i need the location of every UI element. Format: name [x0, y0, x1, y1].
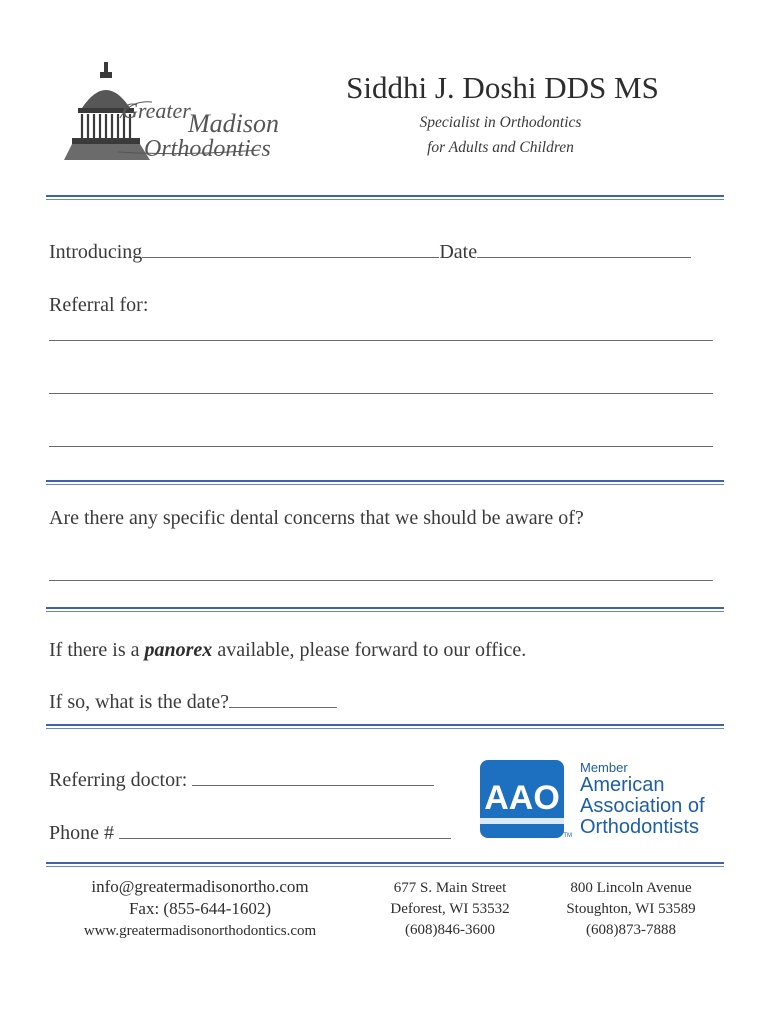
concerns-line[interactable] [49, 580, 713, 581]
phone-label: Phone # [49, 822, 114, 844]
referral-line-3[interactable] [49, 446, 713, 447]
aao-mark-text: AAO [484, 779, 560, 817]
capitol-dome-icon [60, 60, 290, 170]
referral-line-1[interactable] [49, 340, 713, 341]
footer-divider [46, 862, 724, 867]
date-label: Date [439, 241, 478, 263]
concerns-question: Are there any specific dental concerns that we should be aware of? [49, 507, 584, 529]
referral-label: Referral for: [49, 294, 149, 316]
panorex-suffix: available, please forward to our office. [212, 639, 527, 661]
introducing-field[interactable] [142, 241, 439, 258]
panorex-date-label: If so, what is the date? [49, 691, 229, 713]
practice-logo [60, 60, 290, 170]
office1-street: 677 S. Main Street [393, 880, 507, 896]
aao-line-1: American [580, 774, 665, 796]
svg-text:TM: TM [563, 833, 572, 839]
specialty-tagline: Specialist in Orthodontics [419, 114, 582, 131]
svg-text:Greater: Greater [122, 98, 191, 123]
office1-phone: (608)846-3600 [405, 922, 495, 938]
phone-field[interactable] [119, 822, 451, 839]
footer-website[interactable]: www.greatermadisonorthodontics.com [83, 923, 317, 939]
date-field[interactable] [477, 241, 691, 258]
aao-member-label: Member [580, 760, 628, 775]
header-divider [46, 195, 724, 200]
office1-city: Deforest, WI 53532 [390, 901, 510, 917]
referring-doctor-label: Referring doctor: [49, 769, 188, 791]
office2-city: Stoughton, WI 53589 [566, 901, 696, 917]
panorex-word: panorex [144, 639, 213, 661]
section-divider-1 [46, 480, 724, 485]
introducing-row [49, 241, 691, 264]
aao-wordmark [580, 760, 705, 838]
aao-badge-icon [480, 760, 575, 840]
section-divider-2 [46, 607, 724, 612]
footer-office-deforest [370, 878, 530, 941]
aao-logo-mark [480, 760, 575, 840]
office2-street: 800 Lincoln Avenue [570, 880, 692, 896]
svg-text:Madison: Madison [188, 109, 279, 138]
introducing-label: Introducing [49, 241, 143, 263]
aao-line-3: Orthodontists [580, 816, 699, 838]
panorex-prefix: If there is a [49, 639, 145, 661]
footer-office-stoughton [548, 878, 714, 941]
audience-tagline: for Adults and Children [427, 139, 574, 156]
footer-email[interactable]: info@greatermadisonortho.com [91, 877, 309, 896]
aao-line-2: Association of [580, 795, 705, 817]
panorex-sentence [49, 639, 526, 662]
footer-fax: Fax: (855-644-1602) [128, 899, 272, 918]
referring-doctor-field[interactable] [192, 769, 434, 786]
section-divider-3 [46, 724, 724, 729]
doctor-name: Siddhi J. Doshi DDS MS [346, 70, 659, 105]
panorex-date-row [49, 691, 337, 714]
panorex-date-field[interactable] [229, 691, 337, 708]
svg-text:Orthodontics: Orthodontics [144, 136, 271, 162]
referring-doctor-row [49, 769, 434, 792]
footer-contact [40, 876, 360, 942]
referral-line-2[interactable] [49, 393, 713, 394]
phone-row [49, 822, 451, 845]
office2-phone: (608)873-7888 [586, 922, 676, 938]
